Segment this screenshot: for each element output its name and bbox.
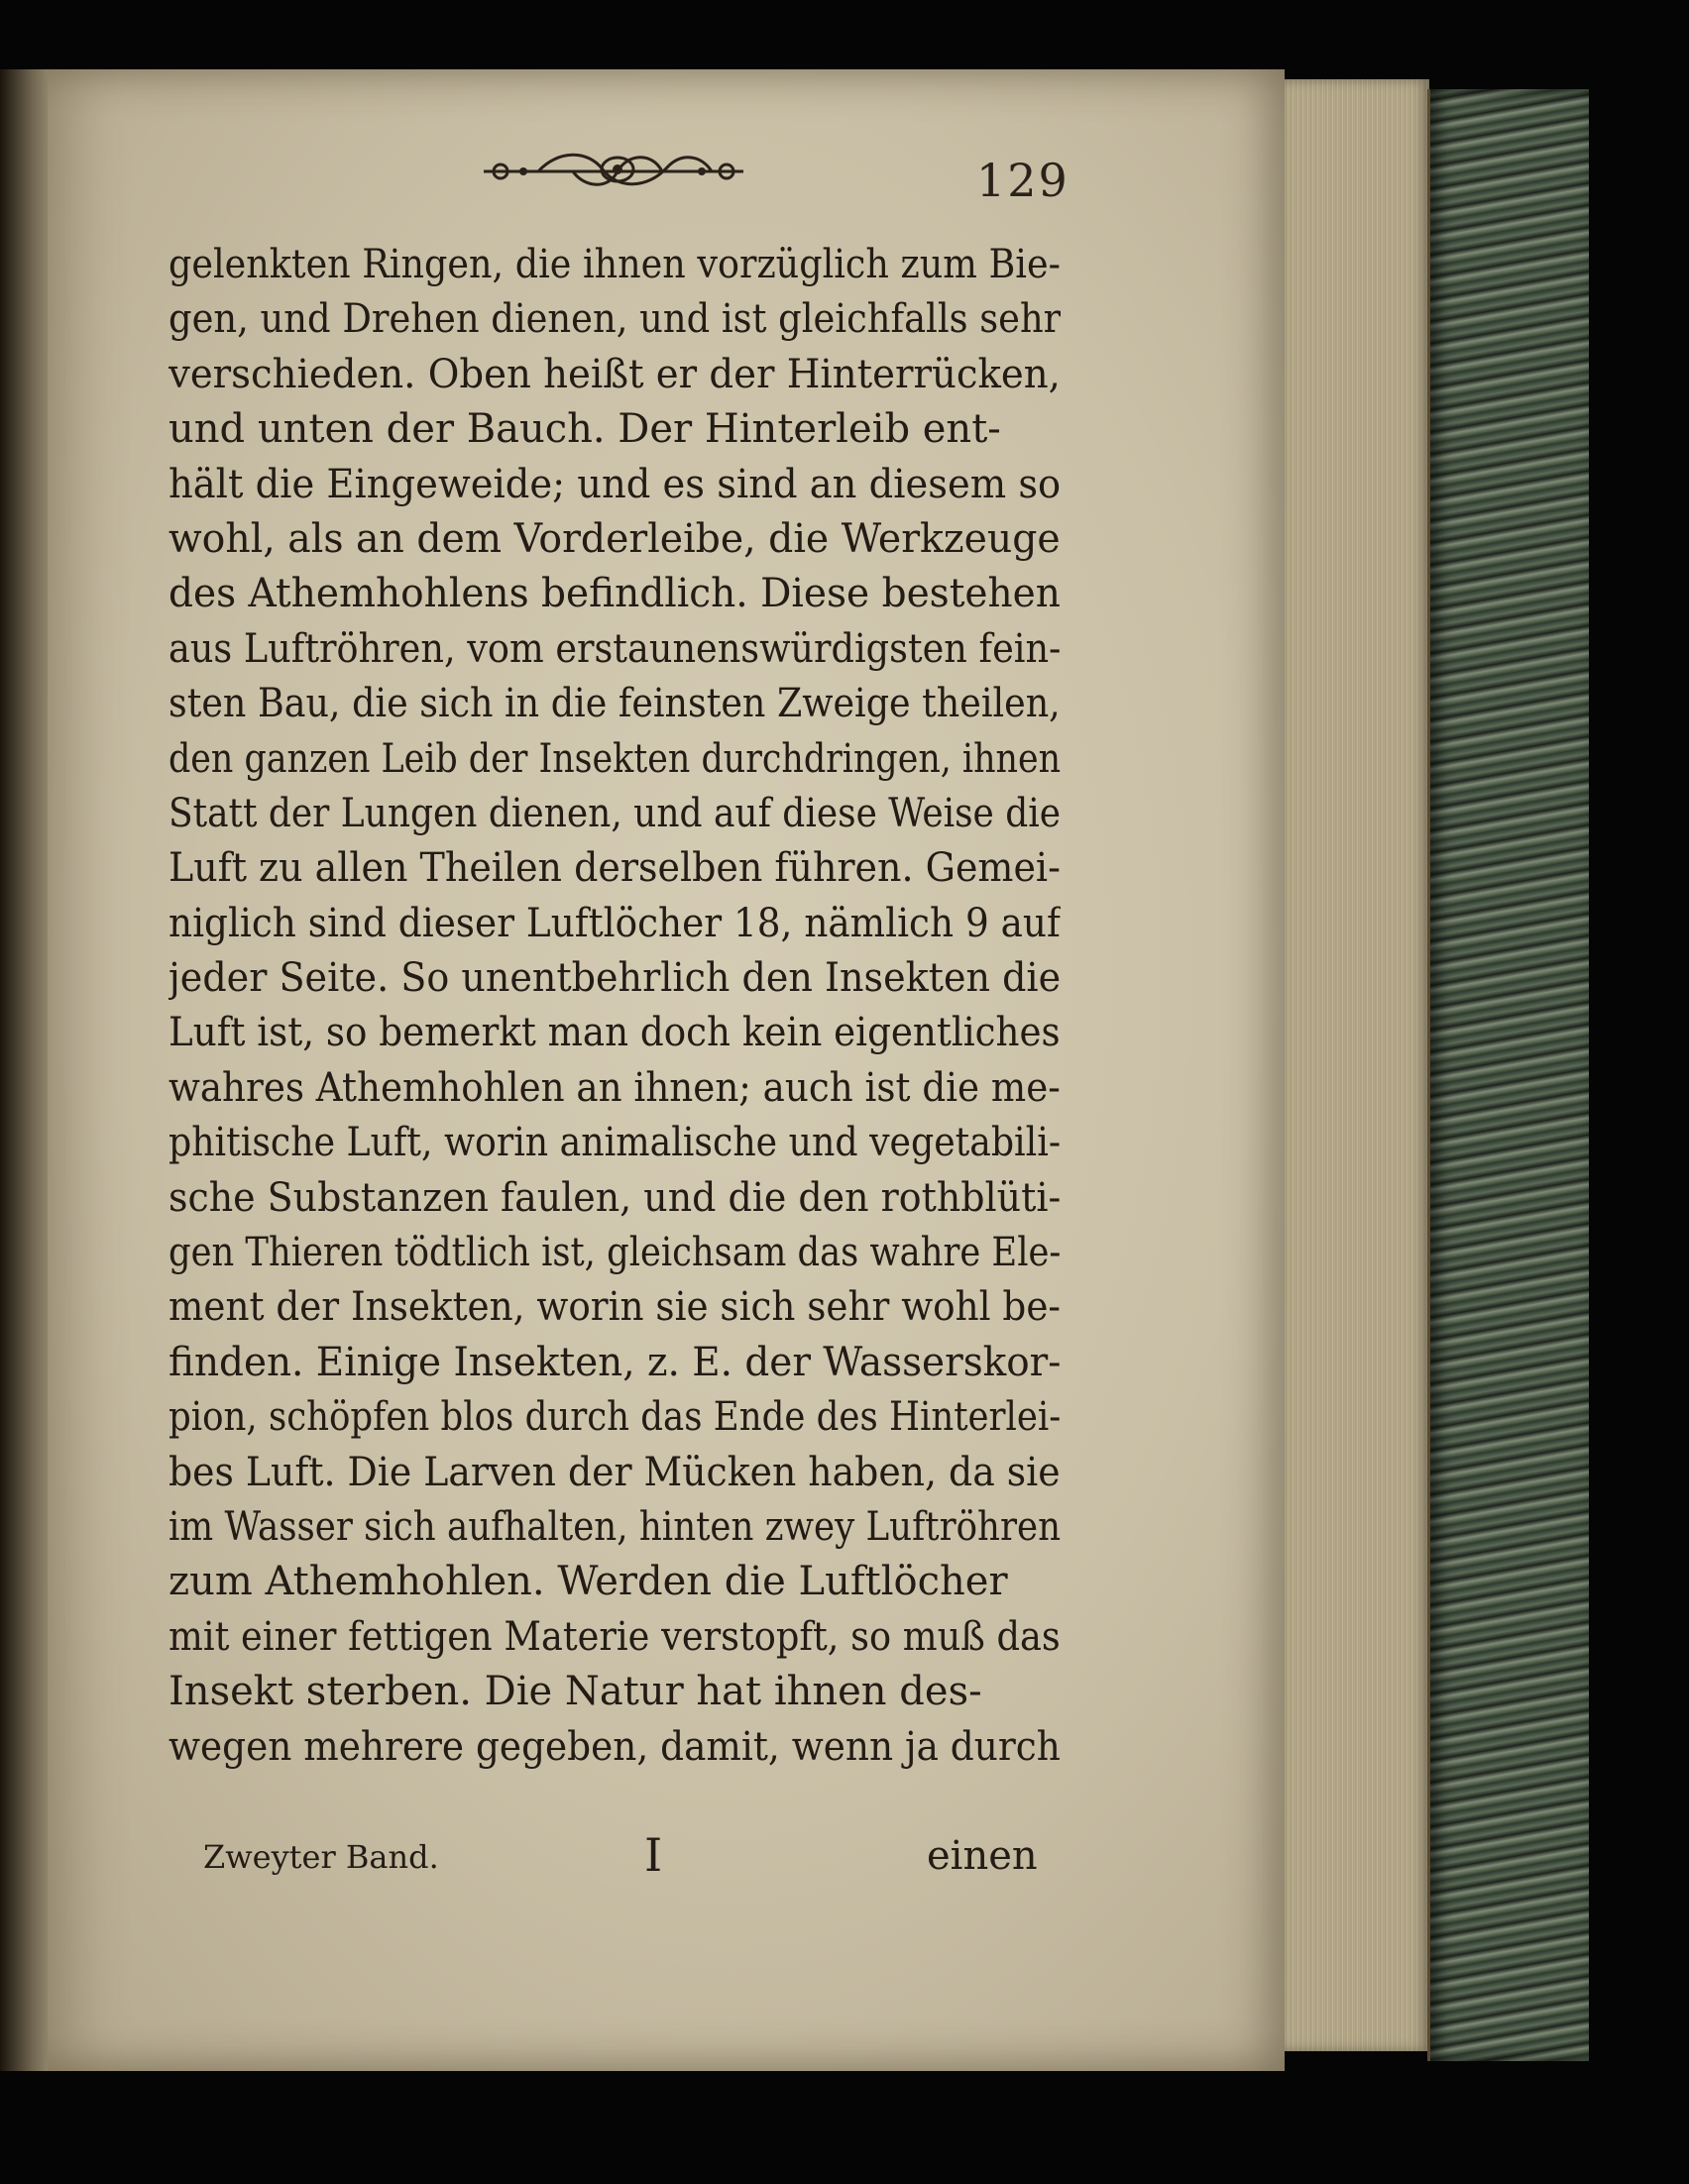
marbled-cover	[1427, 89, 1589, 2061]
text-line: gelenkten Ringen, die ihnen vorzüglich zum Bie-	[169, 242, 1061, 287]
text-line: bes Luft. Die Larven der Mücken haben, da sie	[169, 1449, 1061, 1495]
text-line: wegen mehrere gegeben, damit, wenn ja durch	[169, 1723, 1061, 1770]
text-line: finden. Einige Insekten, z. E. der Wasserskor-	[169, 1339, 1061, 1385]
text-line: wohl, als an dem Vorderleibe, die Werkzeuge	[169, 515, 1061, 562]
text-line: gen Thieren tödtlich ist, gleichsam das wahre Ele-	[169, 1230, 1061, 1276]
text-line: Luft ist, so bemerkt man doch kein eigentliches	[169, 1010, 1061, 1056]
signature-mark: I	[644, 1828, 663, 1882]
text-line: phitische Luft, worin animalische und vegetabili-	[169, 1120, 1061, 1166]
text-line: im Wasser sich aufhalten, hinten zwey Luftröhren	[169, 1503, 1061, 1550]
page-number: 129	[976, 154, 1070, 207]
text-line: sten Bau, die sich in die feinsten Zweige theilen,	[169, 681, 1061, 727]
text-line: sche Substanzen faulen, und die den rothblüti-	[169, 1174, 1061, 1221]
text-line: den ganzen Leib der Insekten durchdringen, ihnen	[169, 735, 1061, 782]
text-line: gen, und Drehen dienen, und ist gleichfalls sehr	[169, 296, 1061, 343]
text-line: hält die Eingeweide; und es sind an diesem so	[169, 461, 1061, 507]
text-line: ment der Insekten, worin sie sich sehr wohl be-	[169, 1284, 1061, 1331]
text-line: mit einer fettigen Materie verstopft, so muß das	[169, 1613, 1061, 1660]
volume-signature: Zweyter Band.	[203, 1838, 439, 1876]
decorative-ornament	[479, 142, 748, 199]
text-line: Insekt sterben. Die Natur hat ihnen des-	[169, 1669, 982, 1715]
catchword: einen	[927, 1833, 1038, 1879]
text-line: Statt der Lungen dienen, und auf diese Weise die	[169, 790, 1061, 836]
text-line: zum Athemhohlen. Werden die Luftlöcher	[169, 1559, 1008, 1605]
text-line: aus Luftröhren, vom erstaunenswürdigsten fein-	[169, 625, 1061, 672]
text-line: Luft zu allen Theilen derselben führen. Gemei-	[169, 845, 1061, 892]
left-page-edge	[0, 69, 54, 2071]
page-text	[169, 238, 1061, 1775]
text-line: pion, schöpfen blos durch das Ende des Hinterlei-	[169, 1394, 1061, 1441]
text-line: und unten der Bauch. Der Hinterleib ent-	[169, 406, 1001, 453]
page-block-edges	[1285, 79, 1429, 2051]
text-line: wahres Athemhohlen an ihnen; auch ist die me-	[169, 1064, 1061, 1111]
text-line: des Athemhohlens befindlich. Diese bestehen	[169, 571, 1061, 617]
text-line: verschieden. Oben heißt er der Hinterrücken,	[169, 351, 1061, 397]
text-line: jeder Seite. So unentbehrlich den Insekten die	[169, 955, 1061, 1002]
text-line: niglich sind dieser Luftlöcher 18, nämlich 9 auf	[169, 900, 1061, 946]
